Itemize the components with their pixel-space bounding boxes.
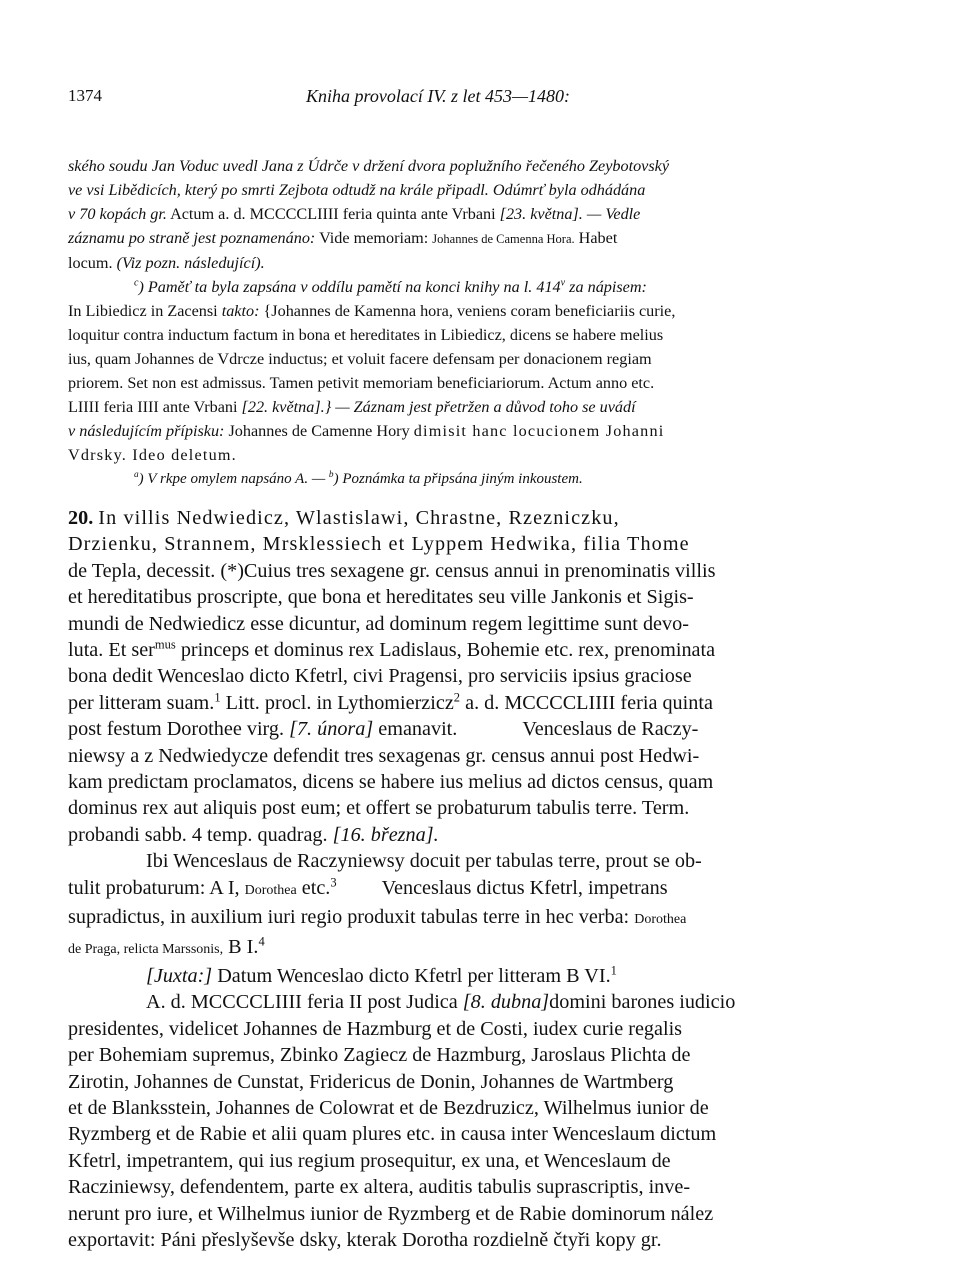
entry-line: luta. Et ser$^{mus}$ princeps et dominus rex Ladislaus, Bohemie etc. rex, prenominata [68,637,716,662]
note-line: v 70 kopách gr. Actum a. d. MCCCCLIIII feria quinta ante Vrbani [23. května]. — Vedle [68,205,641,223]
entry-line: probandi sabb. 4 temp. quadrag. [16. března]. [68,823,439,846]
quoted-line: loquitur contra inductum factum in bona et hereditates in Libiedicz, dicens se habere melius [68,326,664,344]
quoted-line: priorem. Set non est admissus. Tamen petivit memoriam beneficiariorum. Actum anno etc. [68,374,655,392]
entry-line: dominus rex aut aliquis post eum; et offert se probaturum tabulis terre. Term. [68,797,690,820]
entry-line: Ibi Wenceslaus de Raczyniewsy docuit per tabulas terre, prout se ob- [146,850,702,873]
entry-line: Drzienku, Strannem, Mrsklessiech et Lyppem Hedwika, filia Thome [68,533,690,556]
entry-line: et hereditatibus proscripte, que bona et hereditates seu ville Jankonis et Sigis- [68,586,694,609]
document-page [68,70,892,1253]
footnote-ab: $^a$) V rkpe omylem napsáno A. — $^b$) Poznámka ta připsána jiným inkoustem. [134,470,583,487]
entry-line: presidentes, videlicet Johannes de Hazmburg et de Costi, iudex curie regalis [68,1017,683,1040]
page-number: 1374 [68,86,102,105]
entry-line: exportavit: Páni přeslyševše dsky, kterak Dorotha rozdielně čtyři kopy gr. [68,1228,662,1251]
footnotes-block [68,154,892,491]
quoted-line: v následujícím přípisku: Johannes de Camenne Hory dimisit hanc locucionem Johanni [68,422,665,440]
entry-number: 20. [68,507,94,529]
quoted-line: In Libiedicz in Zacensi takto: {Johannes de Kamenna hora, veniens coram beneficiariis curie, [68,302,676,320]
footnote-c: $^c$) Paměť ta byla zapsána v oddílu pamětí na konci knihy na l. 414$^v$ za nápisem: [134,277,647,296]
quoted-line: Vdrsky. Ideo deletum. [68,446,237,464]
entry-line: Racziniewsy, defendentem, parte ex altera, auditis tabulis suprascriptis, inve- [68,1176,691,1199]
entry-line: kam predictam proclamatos, dicens se habere ius melius ad dictos census, quam [68,771,714,794]
main-entry [68,505,892,1253]
entry-line: [Juxta:] Datum Wenceslao dicto Kfetrl per litteram B VI.$^1$ [146,963,617,987]
quoted-line: ius, quam Johannes de Vdrcze inductus; et voluit facere defensam per donacionem regiam [68,350,652,368]
entry-line: Zirotin, Johannes de Cunstat, Fridericus de Donin, Johannes de Wartmberg [68,1070,674,1093]
entry-line: de Praga, relicta Marssonis, B I.$^4$ [68,933,265,958]
entry-line: post festum Dorothee virg. [7. února] emanavit. Venceslaus de Raczy- [68,718,699,741]
entry-line: 20. In villis Nedwiedicz, Wlastislawi, Chrastne, Rzezniczku, [68,507,620,529]
entry-line: supradictus, in auxilium iuri regio produxit tabulas terre in hec verba: Dorothea [68,906,687,929]
entry-line: nerunt pro iure, et Wilhelmus iunior de Ryzmberg et de Rabie dominorum nález [68,1202,714,1225]
running-title: Kniha provolací IV. z let 453—1480: [306,86,570,106]
note-line: locum. (Viz pozn. následující). [68,254,265,272]
note-line: ve vsi Libědicích, který po smrti Zejbota odtudž na krále připadl. Odúmrť byla odhádána [68,181,646,199]
entry-line: per litteram suam.$^1$ Litt. procl. in Lythomierzicz$^2$ a. d. MCCCCLIIII feria quinta [68,690,713,714]
note-line: ského soudu Jan Voduc uvedl Jana z Údrče v držení dvora poplužního řečeného Zeybotovský [68,157,670,175]
entry-line: Kfetrl, impetrantem, qui ius regium prosequitur, ex una, et Wenceslaum de [68,1149,671,1172]
entry-line: de Tepla, decessit. (*)Cuius tres sexagene gr. census annui in prenominatis villis [68,559,716,582]
entry-line: Ryzmberg et de Rabie et alii quam plures etc. in causa inter Wenceslaum dictum [68,1123,717,1146]
quoted-line: LIIII feria IIII ante Vrbani [22. května].} — Záznam jest přetržen a důvod toho se uvádí [68,398,636,416]
entry-line: bona dedit Wenceslao dicto Kfetrl, civi Pragensi, pro serviciis ipsius graciose [68,665,692,688]
note-line: záznamu po straně jest poznamenáno: Vide memoriam: Johannes de Camenna Hora. Habet [68,229,618,247]
entry-line: A. d. MCCCCLIIII feria II post Judica [8. dubna]domini barones iudicio [146,991,736,1014]
entry-line: et de Blanksstein, Johannes de Colowrat et de Bezdruzicz, Wilhelmus iunior de [68,1096,709,1119]
entry-line: tulit probaturum: A I, Dorothea etc.$^3$ Venceslaus dictus Kfetrl, impetrans [68,874,668,899]
page-header [68,70,892,110]
entry-line: per Bohemiam supremus, Zbinko Zagiecz de Hazmburg, Jaroslaus Plichta de [68,1044,691,1067]
entry-line: mundi de Nedwiedicz esse dicuntur, ad dominum regem legittime sunt devo- [68,612,689,635]
entry-line: niewsy a z Nedwiedycze defendit tres sexagenas gr. census annui post Hedwi- [68,744,700,767]
